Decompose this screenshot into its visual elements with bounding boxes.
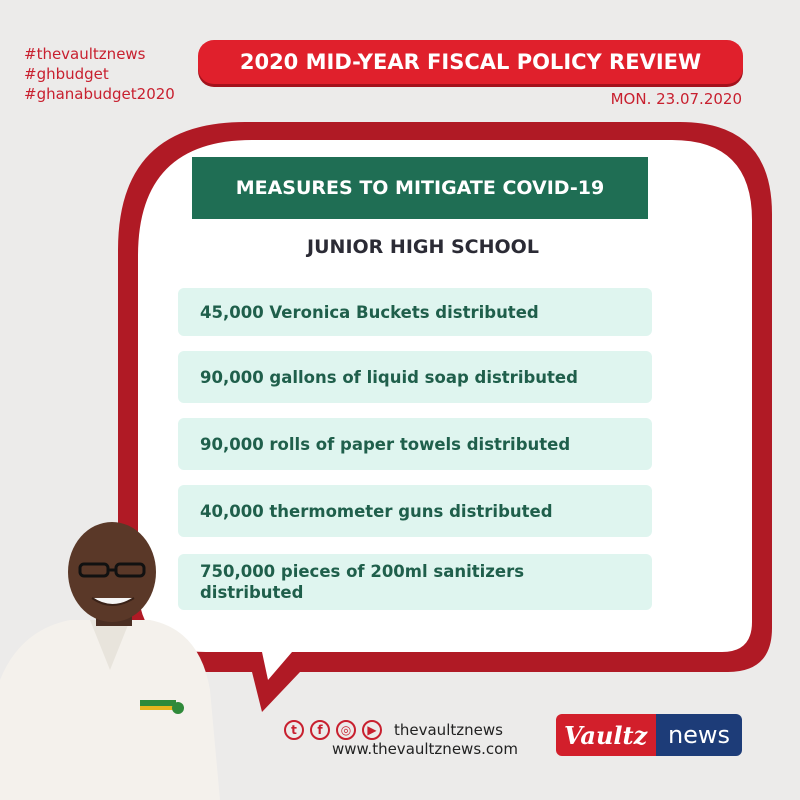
page-title: 2020 MID-YEAR FISCAL POLICY REVIEW [198, 40, 743, 84]
hashtag: #thevaultznews [24, 45, 146, 63]
social-links [284, 720, 503, 740]
section-banner: MEASURES TO MITIGATE COVID-19 [192, 157, 648, 219]
twitter-icon[interactable]: t [284, 720, 304, 740]
facebook-icon[interactable]: f [310, 720, 330, 740]
section-subtitle: JUNIOR HIGH SCHOOL [307, 236, 539, 258]
youtube-icon[interactable]: ▶ [362, 720, 382, 740]
hashtag-list [24, 44, 175, 104]
instagram-icon[interactable]: ◎ [336, 720, 356, 740]
brand-logo [556, 714, 742, 756]
list-item: 40,000 thermometer guns distributed [178, 485, 652, 537]
speaker-photo [0, 520, 220, 800]
logo-news: news [656, 714, 742, 756]
list-item: 90,000 rolls of paper towels distributed [178, 418, 652, 470]
hashtag: #ghbudget [24, 65, 109, 83]
social-handle: thevaultznews [394, 721, 503, 739]
list-item: 45,000 Veronica Buckets distributed [178, 288, 652, 336]
hashtag: #ghanabudget2020 [24, 85, 175, 103]
website-link[interactable]: www.thevaultznews.com [332, 740, 518, 758]
date-label: MON. 23.07.2020 [610, 90, 742, 108]
list-item: 750,000 pieces of 200ml sanitizers distributed [178, 554, 652, 610]
logo-vaultz: Vaultz [556, 714, 656, 756]
list-item: 90,000 gallons of liquid soap distributed [178, 351, 652, 403]
